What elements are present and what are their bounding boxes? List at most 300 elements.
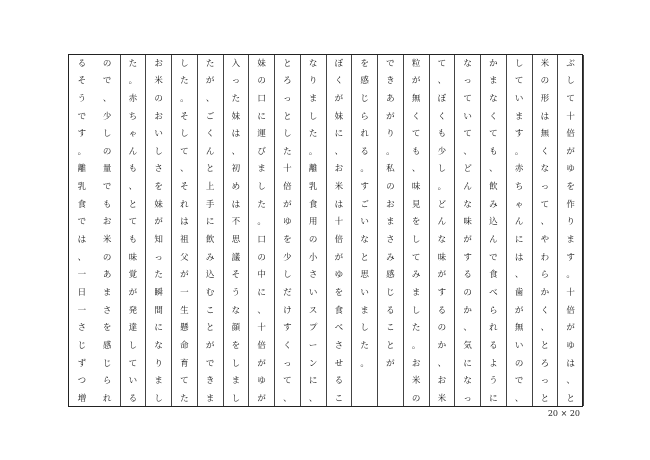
manuscript-cell: ゆ bbox=[334, 270, 344, 281]
manuscript-cell: 飲 bbox=[205, 235, 215, 246]
manuscript-cell: っ bbox=[540, 182, 550, 193]
manuscript-cell: 、 bbox=[437, 76, 447, 87]
manuscript-cell: ゆ bbox=[283, 217, 292, 228]
manuscript-cell: 日 bbox=[77, 288, 87, 298]
manuscript-cell: が bbox=[411, 76, 421, 87]
manuscript-column bbox=[69, 55, 95, 406]
manuscript-cell: っ bbox=[283, 358, 292, 369]
manuscript-cell: 上 bbox=[205, 182, 215, 193]
manuscript-cell: 倍 bbox=[257, 340, 266, 351]
manuscript-cell: ん bbox=[128, 146, 138, 157]
manuscript-cell: て bbox=[463, 129, 472, 140]
manuscript-cell: 。 bbox=[514, 146, 524, 157]
manuscript-cell: て bbox=[489, 129, 498, 140]
manuscript-cell: さ bbox=[308, 270, 318, 281]
manuscript-cell: が bbox=[566, 323, 575, 334]
manuscript-cell: び bbox=[257, 146, 266, 157]
manuscript-cell: 無 bbox=[514, 323, 524, 334]
manuscript-cell: 中 bbox=[257, 270, 266, 281]
manuscript-cell: ら bbox=[102, 376, 112, 387]
manuscript-cell: し bbox=[514, 58, 524, 69]
manuscript-cell: 。 bbox=[77, 146, 87, 157]
manuscript-cell: す bbox=[360, 182, 369, 193]
manuscript-cell: し bbox=[154, 146, 163, 157]
manuscript-cell: ゆ bbox=[566, 340, 575, 351]
manuscript-cell: 離 bbox=[77, 164, 87, 175]
manuscript-cell: う bbox=[489, 376, 498, 387]
manuscript-cell: ま bbox=[411, 288, 421, 298]
manuscript-column bbox=[95, 55, 121, 406]
manuscript-cell: 議 bbox=[231, 252, 241, 263]
manuscript-cell: ま bbox=[257, 164, 266, 175]
manuscript-cell: 。 bbox=[308, 146, 318, 157]
manuscript-cell: い bbox=[128, 376, 138, 387]
manuscript-cell: せ bbox=[334, 358, 344, 369]
manuscript-cell: で bbox=[489, 252, 498, 263]
manuscript-cell: ま bbox=[386, 217, 395, 228]
manuscript-cell: を bbox=[102, 323, 112, 334]
manuscript-cell: が bbox=[437, 270, 447, 281]
manuscript-cell: の bbox=[102, 58, 112, 69]
manuscript-cell: 初 bbox=[231, 164, 241, 175]
manuscript-cell: る bbox=[334, 376, 344, 387]
manuscript-cell: が bbox=[283, 199, 292, 210]
manuscript-cell: ま bbox=[489, 76, 498, 87]
manuscript-cell: て bbox=[128, 217, 138, 228]
manuscript-cell: ら bbox=[489, 305, 498, 316]
manuscript-cell: た bbox=[128, 58, 138, 69]
manuscript-column bbox=[533, 55, 559, 406]
manuscript-cell: と bbox=[540, 340, 550, 351]
manuscript-cell: ゃ bbox=[514, 199, 524, 210]
manuscript-cell: 無 bbox=[540, 129, 550, 140]
manuscript-cell: 知 bbox=[154, 235, 163, 246]
manuscript-cell: ま bbox=[566, 235, 575, 246]
manuscript-column bbox=[558, 55, 584, 406]
manuscript-cell: 歯 bbox=[514, 288, 524, 298]
manuscript-cell: 、 bbox=[128, 182, 138, 193]
manuscript-cell: 思 bbox=[360, 270, 369, 281]
manuscript-cell: 妹 bbox=[334, 111, 344, 122]
manuscript-cell: 食 bbox=[308, 199, 318, 210]
manuscript-cell: 米 bbox=[334, 182, 344, 193]
manuscript-cell: 小 bbox=[308, 252, 318, 263]
manuscript-cell: で bbox=[102, 76, 112, 87]
manuscript-cell: る bbox=[437, 305, 447, 316]
manuscript-cell: み bbox=[411, 270, 421, 281]
manuscript-cell: が bbox=[514, 305, 524, 316]
manuscript-cell: い bbox=[463, 111, 472, 122]
manuscript-cell: な bbox=[231, 305, 241, 316]
manuscript-cell: て bbox=[128, 358, 138, 369]
manuscript-cell: 感 bbox=[360, 76, 369, 87]
manuscript-cell: ス bbox=[308, 305, 318, 316]
manuscript-cell: よ bbox=[489, 358, 498, 369]
manuscript-cell: そ bbox=[77, 76, 87, 87]
manuscript-cell: ど bbox=[463, 164, 472, 175]
manuscript-cell: 懸 bbox=[180, 323, 189, 334]
manuscript-cell: ン bbox=[308, 358, 318, 369]
manuscript-cell: け bbox=[283, 305, 292, 316]
manuscript-cell: れ bbox=[489, 323, 498, 334]
manuscript-cell: ゆ bbox=[257, 376, 266, 387]
manuscript-cell: も bbox=[437, 129, 447, 140]
manuscript-cell: 十 bbox=[257, 323, 266, 334]
manuscript-cell: と bbox=[283, 111, 292, 122]
manuscript-cell: た bbox=[231, 93, 241, 104]
manuscript-cell: わ bbox=[540, 252, 550, 263]
manuscript-cell: 十 bbox=[283, 164, 292, 175]
manuscript-column bbox=[301, 55, 327, 406]
manuscript-cell: 、 bbox=[205, 93, 215, 104]
manuscript-cell: ん bbox=[205, 146, 215, 157]
manuscript-cell: じ bbox=[102, 358, 112, 369]
manuscript-cell: と bbox=[386, 340, 395, 351]
manuscript-cell: た bbox=[257, 199, 266, 210]
manuscript-cell: を bbox=[360, 58, 369, 69]
manuscript-cell: 作 bbox=[566, 199, 575, 210]
manuscript-cell: ご bbox=[360, 199, 369, 210]
manuscript-cell: 倍 bbox=[566, 129, 575, 140]
manuscript-cell: ん bbox=[489, 235, 498, 246]
manuscript-cell: み bbox=[205, 252, 215, 263]
manuscript-cell: に bbox=[463, 358, 472, 369]
manuscript-cell: た bbox=[205, 58, 215, 69]
manuscript-cell: し bbox=[102, 129, 112, 140]
manuscript-cell: の bbox=[102, 252, 112, 263]
manuscript-cell: 、 bbox=[463, 323, 472, 334]
manuscript-cell: そ bbox=[231, 270, 241, 281]
manuscript-cell: の bbox=[308, 235, 318, 246]
manuscript-cell: も bbox=[411, 146, 421, 157]
manuscript-cell: ん bbox=[514, 217, 524, 228]
manuscript-cell: く bbox=[540, 305, 550, 316]
manuscript-cell: 、 bbox=[463, 146, 472, 157]
manuscript-cell: じ bbox=[386, 288, 395, 298]
manuscript-cell: み bbox=[489, 199, 498, 210]
manuscript-cell: 不 bbox=[231, 217, 241, 228]
manuscript-cell: と bbox=[360, 252, 369, 263]
manuscript-cell: お bbox=[386, 199, 395, 210]
manuscript-cell: す bbox=[514, 129, 524, 140]
manuscript-cell: ぶ bbox=[566, 58, 575, 69]
manuscript-cell: 十 bbox=[566, 111, 575, 122]
manuscript-cell: は bbox=[540, 111, 550, 122]
manuscript-cell: む bbox=[205, 288, 215, 298]
manuscript-cell: こ bbox=[205, 305, 215, 316]
manuscript-cell: が bbox=[334, 252, 344, 263]
manuscript-cell: で bbox=[77, 217, 87, 228]
manuscript-cell: る bbox=[386, 305, 395, 316]
manuscript-cell: 妹 bbox=[154, 199, 163, 210]
manuscript-cell: 込 bbox=[489, 217, 498, 228]
manuscript-cell: 育 bbox=[180, 358, 189, 369]
manuscript-cell: く bbox=[283, 340, 292, 351]
manuscript-cell: く bbox=[437, 111, 447, 122]
manuscript-cell: じ bbox=[360, 93, 369, 104]
manuscript-cell: ら bbox=[540, 270, 550, 281]
manuscript-column bbox=[249, 55, 275, 406]
manuscript-cell: 私 bbox=[386, 164, 395, 175]
manuscript-cell: 。 bbox=[360, 358, 369, 369]
manuscript-cell: り bbox=[386, 129, 395, 140]
manuscript-cell: ず bbox=[77, 358, 87, 369]
manuscript-column bbox=[481, 55, 507, 406]
manuscript-cell: な bbox=[540, 164, 550, 175]
manuscript-cell: が bbox=[205, 340, 215, 351]
manuscript-cell: が bbox=[205, 76, 215, 87]
manuscript-cell: は bbox=[77, 235, 87, 246]
manuscript-cell: で bbox=[102, 182, 112, 193]
manuscript-cell: ち bbox=[514, 182, 524, 193]
manuscript-cell: ん bbox=[463, 182, 472, 193]
manuscript-cell: も bbox=[128, 235, 138, 246]
manuscript-cell: 増 bbox=[77, 393, 87, 404]
manuscript-column bbox=[378, 55, 404, 406]
manuscript-cell: な bbox=[463, 376, 472, 387]
manuscript-cell: ま bbox=[231, 376, 241, 387]
manuscript-cell: の bbox=[257, 252, 266, 263]
manuscript-cell: ち bbox=[128, 111, 138, 122]
manuscript-cell: し bbox=[180, 129, 189, 140]
manuscript-cell: く bbox=[334, 76, 344, 87]
manuscript-cell: 赤 bbox=[514, 164, 524, 175]
manuscript-cell: を bbox=[334, 288, 344, 298]
manuscript-cell: い bbox=[514, 93, 524, 104]
manuscript-cell: 。 bbox=[360, 164, 369, 175]
manuscript-cell: 味 bbox=[437, 252, 447, 263]
manuscript-cell: 思 bbox=[231, 235, 241, 246]
manuscript-cell: が bbox=[566, 146, 575, 157]
manuscript-cell: っ bbox=[283, 93, 292, 104]
manuscript-cell: の bbox=[411, 393, 421, 404]
manuscript-cell: お bbox=[334, 164, 344, 175]
manuscript-cell: 無 bbox=[411, 93, 421, 104]
manuscript-cell: ご bbox=[205, 111, 215, 122]
manuscript-cell: お bbox=[411, 358, 421, 369]
manuscript-cell: る bbox=[128, 393, 138, 404]
manuscript-cell: 、 bbox=[283, 393, 292, 404]
manuscript-cell: り bbox=[566, 217, 575, 228]
manuscript-cell bbox=[378, 390, 403, 408]
manuscript-cell: い bbox=[360, 288, 369, 298]
manuscript-cell: し bbox=[231, 393, 241, 404]
manuscript-column bbox=[327, 55, 353, 406]
manuscript-cell: こ bbox=[334, 393, 344, 404]
manuscript-cell: な bbox=[463, 199, 472, 210]
manuscript-cell: し bbox=[128, 340, 138, 351]
manuscript-cell: く bbox=[205, 129, 215, 140]
manuscript-cell: な bbox=[463, 58, 472, 69]
manuscript-cell: し bbox=[437, 164, 447, 175]
manuscript-cell: ゃ bbox=[128, 129, 138, 140]
manuscript-cell: 運 bbox=[257, 129, 266, 140]
manuscript-cell: て bbox=[463, 93, 472, 104]
manuscript-column bbox=[224, 55, 250, 406]
manuscript-cell: 命 bbox=[180, 340, 189, 351]
manuscript-cell: つ bbox=[77, 376, 87, 387]
manuscript-cell: 食 bbox=[77, 199, 87, 210]
manuscript-cell: 、 bbox=[566, 376, 575, 387]
manuscript-cell: に bbox=[514, 235, 524, 246]
manuscript-cell: す bbox=[463, 252, 472, 263]
manuscript-cell: 覚 bbox=[128, 270, 138, 281]
manuscript-cell: た bbox=[154, 270, 163, 281]
manuscript-cell: が bbox=[257, 393, 266, 404]
manuscript-cell: 入 bbox=[231, 58, 241, 69]
manuscript-cell: 一 bbox=[77, 270, 87, 281]
manuscript-cell: る bbox=[463, 270, 472, 281]
manuscript-cell: ま bbox=[308, 93, 318, 104]
manuscript-cell: る bbox=[489, 340, 498, 351]
manuscript-cell: じ bbox=[77, 340, 87, 351]
manuscript-cell: を bbox=[231, 340, 241, 351]
manuscript-cell: 、 bbox=[231, 146, 241, 157]
manuscript-cell: し bbox=[180, 58, 189, 69]
manuscript-cell: お bbox=[437, 376, 447, 387]
manuscript-cell: 込 bbox=[205, 270, 215, 281]
manuscript-cell: い bbox=[154, 129, 163, 140]
manuscript-cell: ぼ bbox=[437, 93, 447, 104]
manuscript-cell: 、 bbox=[77, 252, 87, 263]
manuscript-cell: が bbox=[154, 217, 163, 228]
manuscript-cell: っ bbox=[463, 393, 472, 404]
manuscript-cell: さ bbox=[77, 323, 87, 334]
manuscript-cell: う bbox=[231, 288, 241, 298]
manuscript-cell: れ bbox=[360, 129, 369, 140]
manuscript-column bbox=[404, 55, 430, 406]
manuscript-column bbox=[430, 55, 456, 406]
manuscript-cell: た bbox=[411, 323, 421, 334]
manuscript-cell: た bbox=[308, 129, 318, 140]
manuscript-cell: 米 bbox=[437, 393, 447, 404]
manuscript-cell: 。 bbox=[128, 76, 138, 87]
manuscript-cell: さ bbox=[386, 235, 395, 246]
manuscript-cell: ん bbox=[437, 217, 447, 228]
manuscript-cell: て bbox=[411, 252, 421, 263]
manuscript-cell: 、 bbox=[437, 358, 447, 369]
manuscript-cell: 。 bbox=[386, 146, 395, 157]
manuscript-cell: ま bbox=[514, 111, 524, 122]
manuscript-cell: て bbox=[566, 93, 575, 104]
manuscript-cell: な bbox=[360, 235, 369, 246]
manuscript-cell: し bbox=[257, 182, 266, 193]
manuscript-cell: 。 bbox=[411, 340, 421, 351]
manuscript-cell: し bbox=[308, 111, 318, 122]
manuscript-cell: と bbox=[205, 323, 215, 334]
manuscript-cell: な bbox=[489, 93, 498, 104]
manuscript-cell: に bbox=[257, 111, 266, 122]
manuscript-cell: 少 bbox=[283, 252, 292, 263]
manuscript-cell: の bbox=[514, 358, 524, 369]
manuscript-cell: は bbox=[231, 129, 241, 140]
manuscript-cell: れ bbox=[102, 393, 112, 404]
manuscript-cell: 生 bbox=[180, 305, 189, 316]
manuscript-cell: め bbox=[231, 182, 241, 193]
manuscript-cell: ま bbox=[205, 393, 215, 404]
manuscript-cell: 乳 bbox=[308, 182, 318, 193]
manuscript-cell: す bbox=[437, 288, 447, 298]
manuscript-cell: 一 bbox=[180, 288, 189, 298]
manuscript-cell: を bbox=[566, 182, 575, 193]
manuscript-cell: し bbox=[566, 76, 575, 87]
manuscript-cell: ろ bbox=[540, 358, 550, 369]
manuscript-cell: 米 bbox=[540, 58, 550, 69]
manuscript-cell: や bbox=[540, 235, 550, 246]
manuscript-cell: 見 bbox=[411, 199, 421, 210]
manuscript-cell: も bbox=[128, 164, 138, 175]
manuscript-cell: そ bbox=[180, 111, 189, 122]
manuscript-cell: だ bbox=[283, 288, 292, 298]
manuscript-cell: し bbox=[360, 323, 369, 334]
manuscript-cell: っ bbox=[540, 376, 550, 387]
manuscript-cell: く bbox=[489, 111, 498, 122]
manuscript-cell: 、 bbox=[334, 146, 344, 157]
manuscript-cell: か bbox=[463, 305, 472, 316]
manuscript-cell: す bbox=[566, 252, 575, 263]
manuscript-cell: べ bbox=[334, 323, 344, 334]
manuscript-cell: 間 bbox=[154, 305, 163, 316]
manuscript-cell: 十 bbox=[566, 288, 575, 298]
manuscript-cell: 赤 bbox=[128, 93, 138, 104]
manuscript-cell: ま bbox=[360, 305, 369, 316]
manuscript-cell bbox=[352, 373, 377, 391]
manuscript-cell: の bbox=[540, 76, 550, 87]
manuscript-cell: か bbox=[540, 288, 550, 298]
manuscript-cell: 米 bbox=[154, 76, 163, 87]
manuscript-cell: 感 bbox=[386, 270, 395, 281]
manuscript-cell: の bbox=[386, 182, 395, 193]
manuscript-cell: に bbox=[205, 217, 215, 228]
manuscript-cell: ど bbox=[437, 199, 447, 210]
manuscript-cell: 、 bbox=[540, 323, 550, 334]
manuscript-cell: 味 bbox=[128, 252, 138, 263]
manuscript-cell: さ bbox=[334, 340, 344, 351]
manuscript-cell: 、 bbox=[514, 393, 524, 404]
manuscript-cell: る bbox=[360, 146, 369, 157]
manuscript-cell: 食 bbox=[489, 270, 498, 281]
manuscript-cell: 倍 bbox=[334, 235, 344, 246]
manuscript-cell: 達 bbox=[128, 323, 138, 334]
manuscript-cell: プ bbox=[308, 323, 318, 334]
manuscript-cell: と bbox=[205, 164, 215, 175]
manuscript-cell: な bbox=[437, 235, 447, 246]
manuscript-cell: た bbox=[360, 340, 369, 351]
manuscript-cell: て bbox=[180, 146, 189, 157]
manuscript-column bbox=[507, 55, 533, 406]
manuscript-cell: と bbox=[540, 393, 550, 404]
manuscript-cell: 、 bbox=[514, 270, 524, 281]
manuscript-cell: 離 bbox=[308, 164, 318, 175]
manuscript-cell: 少 bbox=[437, 146, 447, 157]
manuscript-cell: く bbox=[540, 146, 550, 157]
manuscript-cell: 倍 bbox=[566, 305, 575, 316]
manuscript-cell: は bbox=[231, 199, 241, 210]
manuscript-cell: か bbox=[437, 340, 447, 351]
manuscript-cell: 妹 bbox=[231, 111, 241, 122]
manuscript-cell: り bbox=[154, 358, 163, 369]
manuscript-column bbox=[121, 55, 147, 406]
manuscript-cell: 感 bbox=[102, 340, 112, 351]
manuscript-cell: と bbox=[128, 199, 138, 210]
manuscript-cell: が bbox=[128, 288, 138, 298]
manuscript-column bbox=[275, 55, 301, 406]
manuscript-cell: は bbox=[514, 252, 524, 263]
manuscript-cell: き bbox=[205, 376, 215, 387]
manuscript-cell: の bbox=[257, 76, 266, 87]
manuscript-cell: 乳 bbox=[77, 182, 87, 193]
manuscript-cell: 気 bbox=[463, 340, 472, 351]
